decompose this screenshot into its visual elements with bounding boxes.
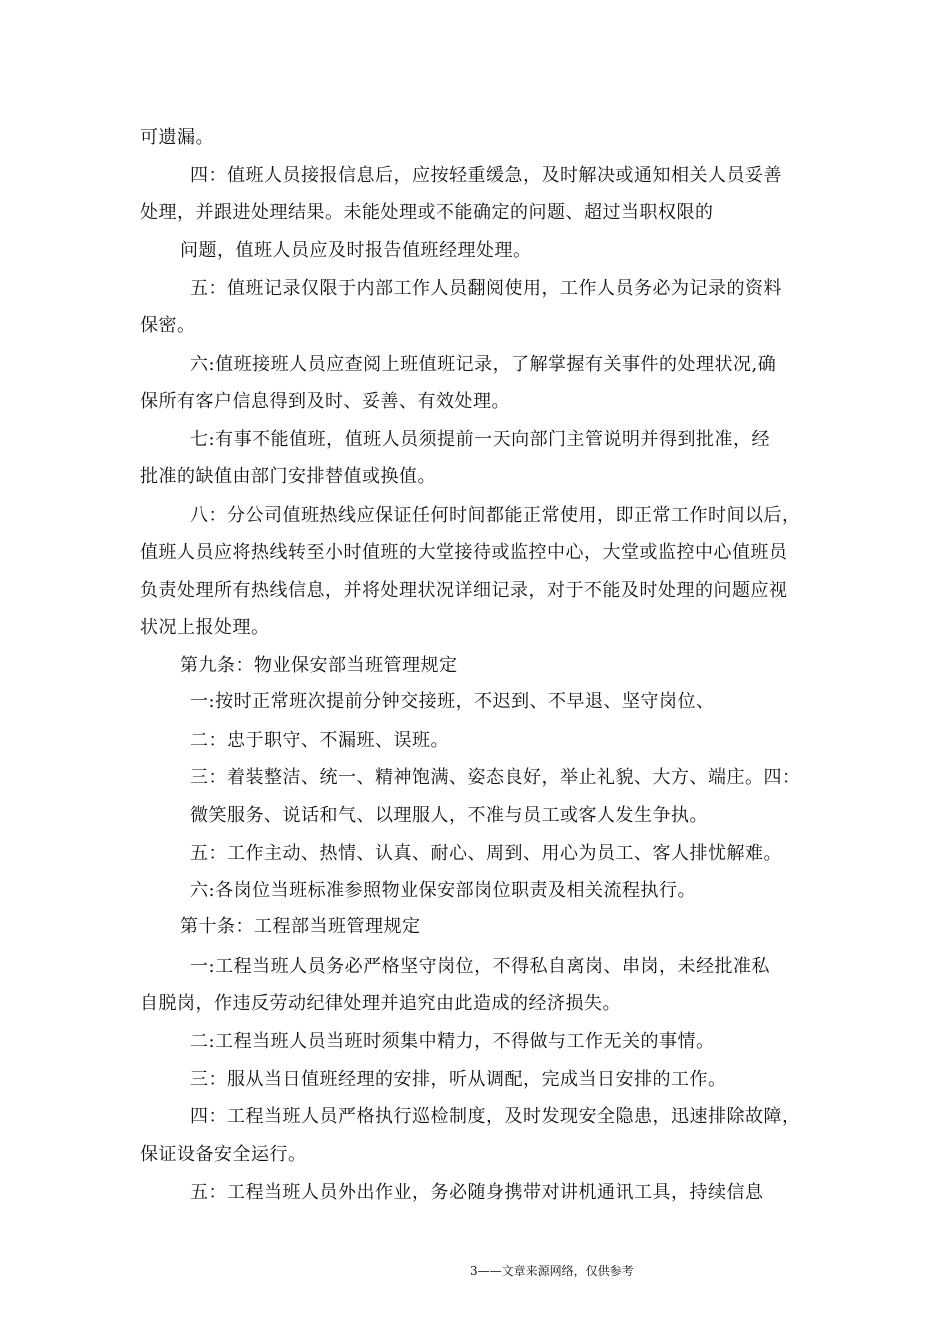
text-line: 四：值班人员接报信息后，应按轻重缓急，及时解决或通知相关人员妥善: [190, 165, 782, 186]
text-line: 处理，并跟进处理结果。未能处理或不能确定的问题、超过当职权限的: [140, 202, 714, 223]
text-line: 四：工程当班人员严格执行巡检制度，及时发现安全隐患，迅速排除故障，: [190, 1106, 801, 1127]
text-line: 问题，值班人员应及时报告值班经理处理。: [180, 240, 532, 261]
text-line: 状况上报处理。: [140, 617, 270, 638]
text-line: 一:按时正常班次提前分钟交接班，不迟到、不早退、坚守岗位、: [190, 691, 715, 712]
text-line: 值班人员应将热线转至小时值班的大堂接待或监控中心，大堂或监控中心值班员: [140, 542, 788, 563]
text-line: 二:工程当班人员当班时须集中精力，不得做与工作无关的事情。: [190, 1031, 715, 1052]
section-heading: 第九条：物业保安部当班管理规定: [180, 655, 458, 676]
text-line: 三：着装整洁、统一、精神饱满、姿态良好，举止礼貌、大方、端庄。四：: [190, 767, 801, 788]
text-line: 负责处理所有热线信息，并将处理状况详细记录，对于不能及时处理的问题应视: [140, 580, 788, 601]
text-line: 保密。: [140, 315, 196, 336]
text-line: 可遗漏。: [140, 127, 214, 148]
text-line: 批准的缺值由部门安排替值或换值。: [140, 466, 436, 487]
section-heading: 第十条：工程部当班管理规定: [180, 916, 421, 937]
text-line: 五：工作主动、热情、认真、耐心、周到、用心为员工、客人排忧解难。: [190, 843, 782, 864]
page-footer: 3——文章来源网络，仅供参考: [470, 1264, 634, 1278]
text-line: 自脱岗，作违反劳动纪律处理并追究由此造成的经济损失。: [140, 993, 621, 1014]
text-line: 六:各岗位当班标准参照物业保安部岗位职责及相关流程执行。: [190, 880, 697, 901]
text-line: 八：分公司值班热线应保证任何时间都能正常使用，即正常工作时间以后，: [190, 505, 801, 526]
text-line: 二：忠于职守、不漏班、误班。: [190, 730, 449, 751]
text-line: 保所有客户信息得到及时、妥善、有效处理。: [140, 391, 510, 412]
text-line: 微笑服务、说话和气、以理服人，不准与员工或客人发生争执。: [190, 805, 708, 826]
text-line: 五：值班记录仅限于内部工作人员翻阅使用，工作人员务必为记录的资料: [190, 278, 782, 299]
text-line: 七:有事不能值班，值班人员须提前一天向部门主管说明并得到批准，经: [190, 429, 771, 450]
text-line: 五：工程当班人员外出作业，务必随身携带对讲机通讯工具，持续信息: [190, 1182, 764, 1203]
text-line: 保证设备安全运行。: [140, 1144, 307, 1165]
text-line: 六:值班接班人员应查阅上班值班记录，了解掌握有关事件的处理状况,确: [190, 354, 777, 375]
text-line: 一:工程当班人员务必严格坚守岗位，不得私自离岗、串岗，未经批准私: [190, 956, 771, 977]
text-line: 三：服从当日值班经理的安排，听从调配，完成当日安排的工作。: [190, 1069, 727, 1090]
